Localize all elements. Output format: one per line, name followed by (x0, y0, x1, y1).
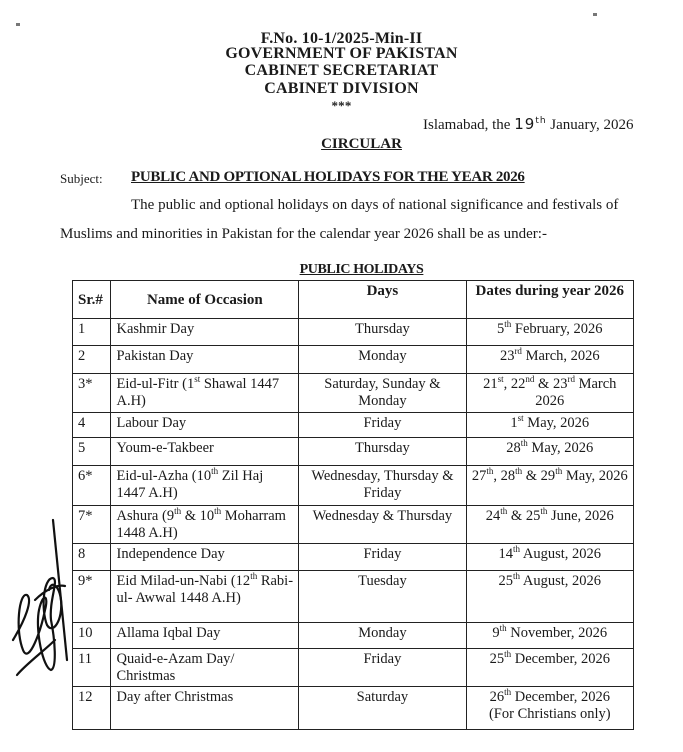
cell-date: 25th August, 2026 (466, 571, 633, 623)
cell-date: 23rd March, 2026 (466, 346, 633, 374)
table-row (73, 466, 634, 506)
month-year: January, 2026 (550, 117, 634, 133)
cell-name: Labour Day (111, 413, 299, 438)
cell-name: Day after Christmas (111, 687, 299, 730)
cell-name: Eid-ul-Azha (10th Zil Haj 1447 A.H) (111, 466, 299, 506)
secretariat-heading: CABINET SECRETARIAT (244, 62, 439, 79)
circular-title: CIRCULAR (321, 136, 402, 152)
subject-text: PUBLIC AND OPTIONAL HOLIDAYS FOR THE YEAR 2026 (131, 169, 525, 185)
cell-name: Allama Iqbal Day (111, 623, 299, 649)
cell-days: Saturday, Sunday & Monday (299, 374, 466, 413)
table-row (73, 319, 634, 346)
handwritten-day-suffix: th (535, 116, 547, 126)
table-row (73, 413, 634, 438)
header-dates: Dates during year 2026 (466, 281, 633, 319)
cell-days: Thursday (299, 438, 466, 466)
subject-label: Subject: (60, 171, 103, 186)
table-row (73, 623, 634, 649)
cell-sr: 11 (73, 649, 111, 687)
cell-date-note: (For Christians only) (488, 706, 611, 722)
cell-date (466, 687, 633, 730)
cell-date: 1st May, 2026 (466, 413, 633, 438)
table-row (73, 544, 634, 571)
header-days: Days (299, 281, 466, 319)
cell-date: 25th December, 2026 (466, 649, 633, 687)
cell-name: Quaid-e-Azam Day/ Christmas (111, 649, 299, 687)
cell-days: Tuesday (299, 571, 466, 623)
division-heading: CABINET DIVISION (264, 80, 419, 97)
table-row (73, 506, 634, 544)
cell-name: Kashmir Day (111, 319, 299, 346)
cell-date: 24th & 25th June, 2026 (466, 506, 633, 544)
cell-date-value: 26th December, 2026 (489, 687, 610, 705)
header-stars: *** (331, 98, 352, 113)
table-header-row (73, 281, 634, 319)
file-number: F.No. 10-1/2025-Min-II (260, 30, 423, 47)
place-prefix: Islamabad, the (423, 117, 515, 133)
cell-days: Friday (299, 649, 466, 687)
cell-sr: 1 (73, 319, 111, 346)
public-holidays-table (72, 280, 634, 730)
cell-sr: 4 (73, 413, 111, 438)
cell-date: 5th February, 2026 (466, 319, 633, 346)
table-row (73, 571, 634, 623)
cell-date: 21st, 22nd & 23rd March 2026 (466, 374, 633, 413)
table-row (73, 374, 634, 413)
table-row (73, 438, 634, 466)
cell-days: Wednesday & Thursday (299, 506, 466, 544)
cell-name: Eid Milad-un-Nabi (12th Rabi-ul- Awwal 1448 A.H) (111, 571, 299, 623)
cell-date: 27th, 28th & 29th May, 2026 (466, 466, 633, 506)
cell-sr: 8 (73, 544, 111, 571)
header-sr: Sr.# (73, 281, 111, 319)
scan-speck (593, 13, 597, 16)
table-title: PUBLIC HOLIDAYS (299, 262, 424, 277)
cell-sr: 3* (73, 374, 111, 413)
table-row (73, 649, 634, 687)
table-row (73, 687, 634, 730)
cell-days: Friday (299, 544, 466, 571)
body-paragraph-line1: The public and optional holidays on days of national significance and festivals of (131, 197, 619, 213)
cell-name: Youm-e-Takbeer (111, 438, 299, 466)
cell-name: Eid-ul-Fitr (1st Shawal 1447 A.H) (111, 374, 299, 413)
cell-date: 14th August, 2026 (466, 544, 633, 571)
cell-name: Pakistan Day (111, 346, 299, 374)
cell-sr: 9* (73, 571, 111, 623)
cell-sr: 7* (73, 506, 111, 544)
cell-days: Thursday (299, 319, 466, 346)
cell-sr: 6* (73, 466, 111, 506)
cell-days: Friday (299, 413, 466, 438)
cell-date: 9th November, 2026 (466, 623, 633, 649)
cell-sr: 5 (73, 438, 111, 466)
signature-icon (5, 500, 75, 700)
cell-sr: 12 (73, 687, 111, 730)
table-row (73, 346, 634, 374)
body-paragraph-line2: Muslims and minorities in Pakistan for the calendar year 2026 shall be as under:- (60, 226, 547, 242)
place-date (423, 115, 633, 134)
cell-days: Monday (299, 623, 466, 649)
header-name: Name of Occasion (111, 281, 299, 319)
cell-name: Ashura (9th & 10th Moharram 1448 A.H) (111, 506, 299, 544)
cell-days: Monday (299, 346, 466, 374)
cell-sr: 2 (73, 346, 111, 374)
cell-days: Wednesday, Thursday & Friday (299, 466, 466, 506)
cell-sr: 10 (73, 623, 111, 649)
scan-speck (16, 23, 20, 26)
cell-date: 28th May, 2026 (466, 438, 633, 466)
cell-days: Saturday (299, 687, 466, 730)
handwritten-day: 19 (514, 115, 536, 133)
cell-name: Independence Day (111, 544, 299, 571)
government-heading: GOVERNMENT OF PAKISTAN (225, 45, 458, 62)
